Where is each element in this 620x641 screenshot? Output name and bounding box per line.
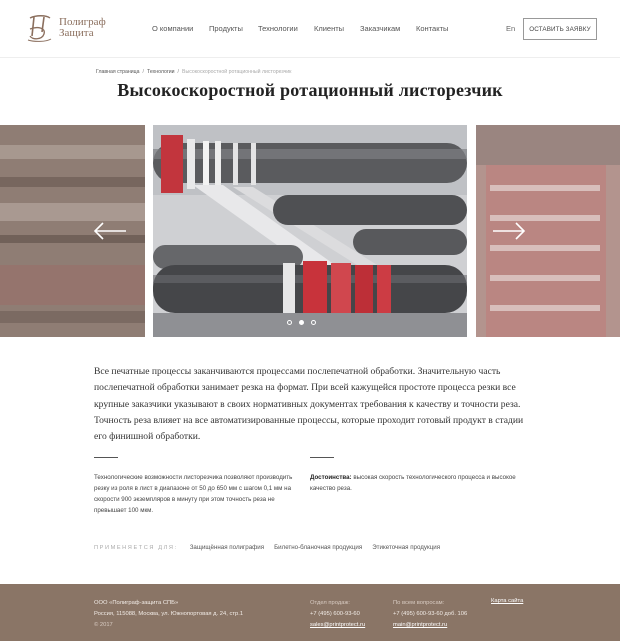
footer-sales-phone[interactable]: +7 (495) 600-93-60: [310, 611, 360, 617]
nav-item-clients[interactable]: Клиенты: [314, 24, 345, 33]
footer-sales: [310, 598, 365, 631]
nav-item-technologies[interactable]: Технологии: [258, 24, 298, 33]
carousel-dot-active[interactable]: [299, 320, 304, 325]
logo-text: [59, 17, 106, 39]
footer-sitemap-link[interactable]: Карта сайта: [491, 598, 524, 604]
footer-company-name: ООО «Полиграф-защита СПБ»: [94, 600, 179, 606]
logo-monogram-icon: [24, 12, 54, 44]
applies-link-security-printing[interactable]: Защищённая полиграфия: [189, 544, 265, 551]
logo-line-1: Полиграф: [59, 16, 106, 28]
footer-general-title: По всем вопросам:: [393, 600, 445, 606]
advantages-label: Достоинства:: [310, 474, 352, 481]
arrow-right-icon[interactable]: [492, 222, 526, 240]
footer-sales-email[interactable]: sales@printprotect.ru: [310, 622, 366, 628]
divider: [310, 457, 334, 458]
footer-general-email[interactable]: main@printprotect.ru: [393, 622, 448, 628]
nav-item-contacts[interactable]: Контакты: [416, 24, 449, 33]
language-switch[interactable]: En: [506, 24, 516, 33]
footer-sales-title: Отдел продаж:: [310, 600, 350, 606]
breadcrumb-separator: /: [142, 69, 144, 75]
footer-company: [94, 598, 243, 631]
carousel-dot[interactable]: [311, 320, 316, 325]
nav-item-about[interactable]: О компании: [152, 24, 194, 33]
divider: [94, 457, 118, 458]
breadcrumb-section[interactable]: Технологии: [147, 69, 175, 75]
logo-line-2: Защита: [59, 27, 94, 39]
footer-general-phone[interactable]: +7 (495) 600-93-60 доб. 106: [393, 611, 468, 617]
capabilities-text: Технологические возможности листорезчика позволяют производить резку из роля в лист в диапазоне от 50 до 650 мм с шагом 0,1 мм на скорости 900 экземпляров в минуту при этом точность реза не превышает 100 мкм.: [94, 474, 293, 514]
breadcrumb-separator: /: [177, 69, 179, 75]
page-title: Высокоскоростной ротационный листорезчик: [117, 80, 503, 100]
applies-label: ПРИМЕНЯЕТСЯ ДЛЯ:: [94, 544, 178, 551]
carousel-slide-active[interactable]: [153, 125, 467, 337]
breadcrumb-home[interactable]: Главная страница: [96, 69, 140, 75]
applies-to: [94, 544, 450, 551]
site-footer: [0, 584, 620, 641]
advantages-body: высокая скорость технологического процесса и высокое качество реза.: [310, 474, 516, 492]
logo[interactable]: [24, 12, 106, 44]
arrow-left-icon[interactable]: [93, 222, 127, 240]
footer-general: [393, 598, 467, 631]
breadcrumb-current: Высокоскоростной ротационный листорезчик: [182, 69, 292, 75]
image-carousel: [0, 125, 620, 337]
applies-link-labels[interactable]: Этикеточная продукция: [372, 544, 441, 551]
footer-sitemap: [491, 596, 523, 607]
nav-item-customers[interactable]: Заказчикам: [360, 24, 401, 33]
site-header: [0, 0, 620, 58]
main-nav: [152, 24, 456, 33]
carousel-dot[interactable]: [287, 320, 292, 325]
breadcrumb: [96, 69, 291, 75]
footer-address: Россия, 115088, Москва, ул. Южнопортовая д. 24, стр.1: [94, 611, 244, 617]
applies-link-tickets-forms[interactable]: Билетно-бланочная продукция: [274, 544, 363, 551]
carousel-pagination: [287, 320, 323, 325]
advantages-text: [310, 472, 530, 494]
nav-item-products[interactable]: Продукты: [209, 24, 243, 33]
footer-copyright: © 2017: [94, 622, 113, 628]
request-button[interactable]: ОСТАВИТЬ ЗАЯВКУ: [523, 18, 597, 40]
intro-paragraph: Все печатные процессы заканчиваются процессами послепечатной обработки. Значительную часть послепечатной обработки занимает резка на формат. При всей кажущейся простоте процесса резки все крупные заказчики указывают в своих нормативных документах требования к качеству и точности реза. Точность реза влияет на все автоматизированные процессы, которые проходит готовый продукт в стадии его финишной обработки.: [94, 366, 524, 443]
